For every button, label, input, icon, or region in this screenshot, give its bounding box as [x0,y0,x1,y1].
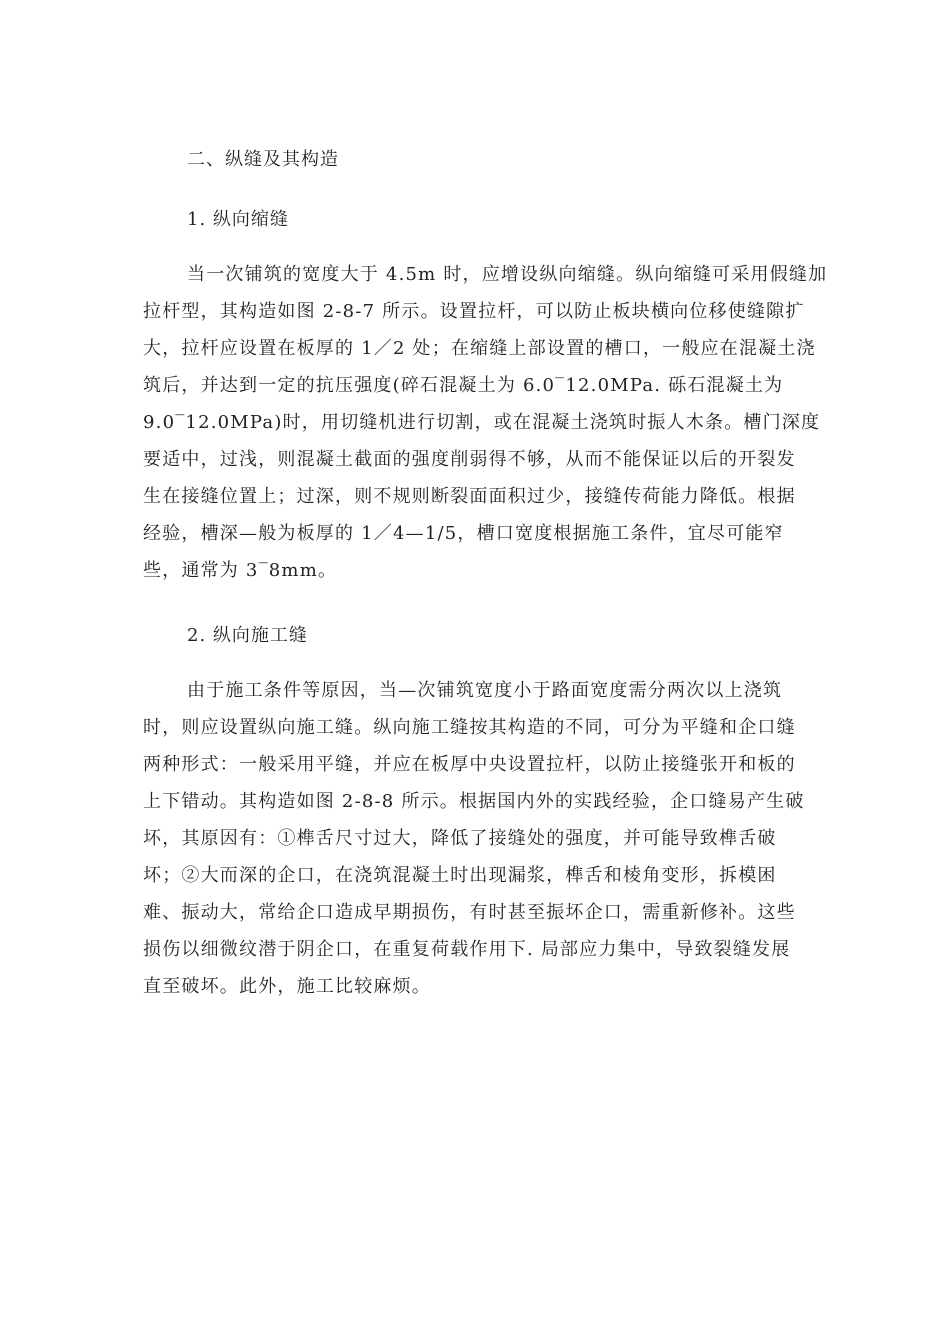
paragraph-line: 坏，其原因有：①榫舌尺寸过大，降低了接缝处的强度，并可能导致榫舌破 [143,828,777,849]
paragraph-longitudinal-construction-joint [143,672,823,1005]
paragraph-line: 难、振动大，常给企口造成早期损伤，有时甚至振坏企口，需重新修补。这些 [143,902,796,923]
paragraph-line: 9.0‾12.0MPa)时，用切缝机进行切割，或在混凝土浇筑时振人木条。槽门深度 [143,412,821,433]
paragraph-line: 损伤以细微纹潜于阴企口，在重复荷载作用下. 局部应力集中，导致裂缝发展 [143,939,791,960]
paragraph-line: 由于施工条件等原因，当—次铺筑宽度小于路面宽度需分两次以上浇筑 [187,680,783,701]
paragraph-line: 大，拉杆应设置在板厚的 1／2 处；在缩缝上部设置的槽口，一般应在混凝土浇 [143,338,816,359]
section-title: 二、纵缝及其构造 [187,149,339,170]
paragraph-line: 生在接缝位置上；过深，则不规则断裂面面积过少，接缝传荷能力降低。根据 [143,486,796,507]
subsection-title-longitudinal-shrinkage-joint: 1. 纵向缩缝 [187,209,289,230]
paragraph-line: 当一次铺筑的宽度大于 4.5m 时，应增设纵向缩缝。纵向缩缝可采用假缝加 [187,264,828,285]
paragraph-line: 筑后，并达到一定的抗压强度(碎石混凝土为 6.0‾12.0MPa. 砾石混凝土为 [143,375,784,396]
paragraph-line: 两种形式：一般采用平缝，并应在板厚中央设置拉杆，以防止接缝张开和板的 [143,754,796,775]
paragraph-line: 经验，槽深—般为板厚的 1／4—1/5，槽口宽度根据施工条件，宜尽可能窄 [143,523,784,544]
paragraph-line: 上下错动。其构造如图 2-8-8 所示。根据国内外的实践经验，企口缝易产生破 [143,791,805,812]
paragraph-line: 些，通常为 3‾8mm。 [143,560,338,581]
paragraph-line: 拉杆型，其构造如图 2-8-7 所示。设置拉杆，可以防止板块横向位移使缝隙扩 [143,301,805,322]
subsection-title-longitudinal-construction-joint: 2. 纵向施工缝 [187,625,308,646]
paragraph-line: 坏；②大而深的企口，在浇筑混凝土时出现漏浆，榫舌和棱角变形，拆模困 [143,865,777,886]
paragraph-line: 要适中，过浅，则混凝土截面的强度削弱得不够，从而不能保证以后的开裂发 [143,449,796,470]
paragraph-longitudinal-shrinkage-joint [143,256,828,589]
paragraph-line: 时，则应设置纵向施工缝。纵向施工缝按其构造的不同，可分为平缝和企口缝 [143,717,796,738]
paragraph-line: 直至破坏。此外，施工比较麻烦。 [143,976,431,997]
